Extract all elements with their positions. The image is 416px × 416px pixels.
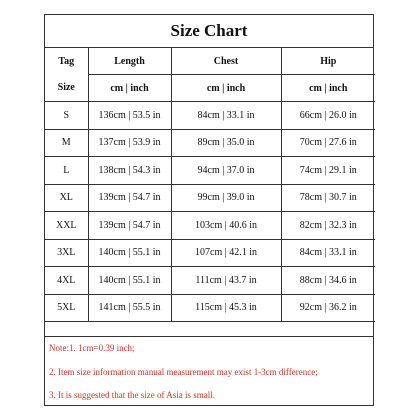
note-line: Note:1. 1cm=0.39 inch; (49, 343, 135, 353)
size-cell: S (45, 102, 88, 130)
chest-cell: 84cm | 33.1 in (171, 102, 281, 130)
length-cell: 140cm | 55.1 in (88, 239, 171, 267)
table-row (45, 294, 375, 322)
hip-cell: 66cm | 26.0 in (281, 102, 375, 130)
note-line: 2. Item size information manual measurement may exist 1-3cm difference; (49, 366, 318, 377)
tag-label: Tag (58, 55, 75, 67)
chest-cell: 111cm | 43.7 in (171, 267, 281, 295)
size-cell: L (45, 157, 88, 185)
size-table (45, 48, 375, 322)
chart-title: Size Chart (45, 15, 373, 48)
header-row (45, 48, 375, 75)
hip-cell: 70cm | 27.6 in (281, 129, 375, 157)
size-cell: XXL (45, 212, 88, 240)
chest-header: Chest (171, 48, 281, 75)
chest-cell: 115cm | 45.3 in (171, 294, 281, 322)
size-cell: 5XL (45, 294, 88, 322)
table-row (45, 102, 375, 130)
note-line: 3. It is suggested that the size of Asia is small. (49, 390, 215, 400)
length-cell: 138cm | 54.3 in (88, 157, 171, 185)
length-cell: 141cm | 55.5 in (88, 294, 171, 322)
chest-cell: 99cm | 39.0 in (171, 184, 281, 212)
size-label: Size (57, 81, 75, 93)
table-row (45, 157, 375, 185)
length-cell: 137cm | 53.9 in (88, 129, 171, 157)
size-chart (44, 14, 374, 406)
length-cell: 140cm | 55.1 in (88, 267, 171, 295)
hip-cell: 82cm | 32.3 in (281, 212, 375, 240)
length-cell: 136cm | 53.5 in (88, 102, 171, 130)
hip-cell: 78cm | 30.7 in (281, 184, 375, 212)
chest-cell: 94cm | 37.0 in (171, 157, 281, 185)
hip-cell: 74cm | 29.1 in (281, 157, 375, 185)
table-row (45, 239, 375, 267)
hip-cell: 92cm | 36.2 in (281, 294, 375, 322)
table-row (45, 212, 375, 240)
hip-header: Hip (281, 48, 375, 75)
table-row (45, 267, 375, 295)
chest-cell: 107cm | 42.1 in (171, 239, 281, 267)
size-cell: M (45, 129, 88, 157)
hip-unit: cm | inch (281, 75, 375, 102)
chest-unit: cm | inch (171, 75, 281, 102)
table-row (45, 184, 375, 212)
table-row (45, 129, 375, 157)
hip-cell: 88cm | 34.6 in (281, 267, 375, 295)
size-cell: 3XL (45, 239, 88, 267)
unit-row (45, 75, 375, 102)
chest-cell: 103cm | 40.6 in (171, 212, 281, 240)
tag-size-header (45, 48, 88, 102)
size-cell: 4XL (45, 267, 88, 295)
hip-cell: 84cm | 33.1 in (281, 239, 375, 267)
length-cell: 139cm | 54.7 in (88, 212, 171, 240)
length-header: Length (88, 48, 171, 75)
size-cell: XL (45, 184, 88, 212)
length-cell: 139cm | 54.7 in (88, 184, 171, 212)
chest-cell: 89cm | 35.0 in (171, 129, 281, 157)
length-unit: cm | inch (88, 75, 171, 102)
notes-section (45, 336, 373, 408)
